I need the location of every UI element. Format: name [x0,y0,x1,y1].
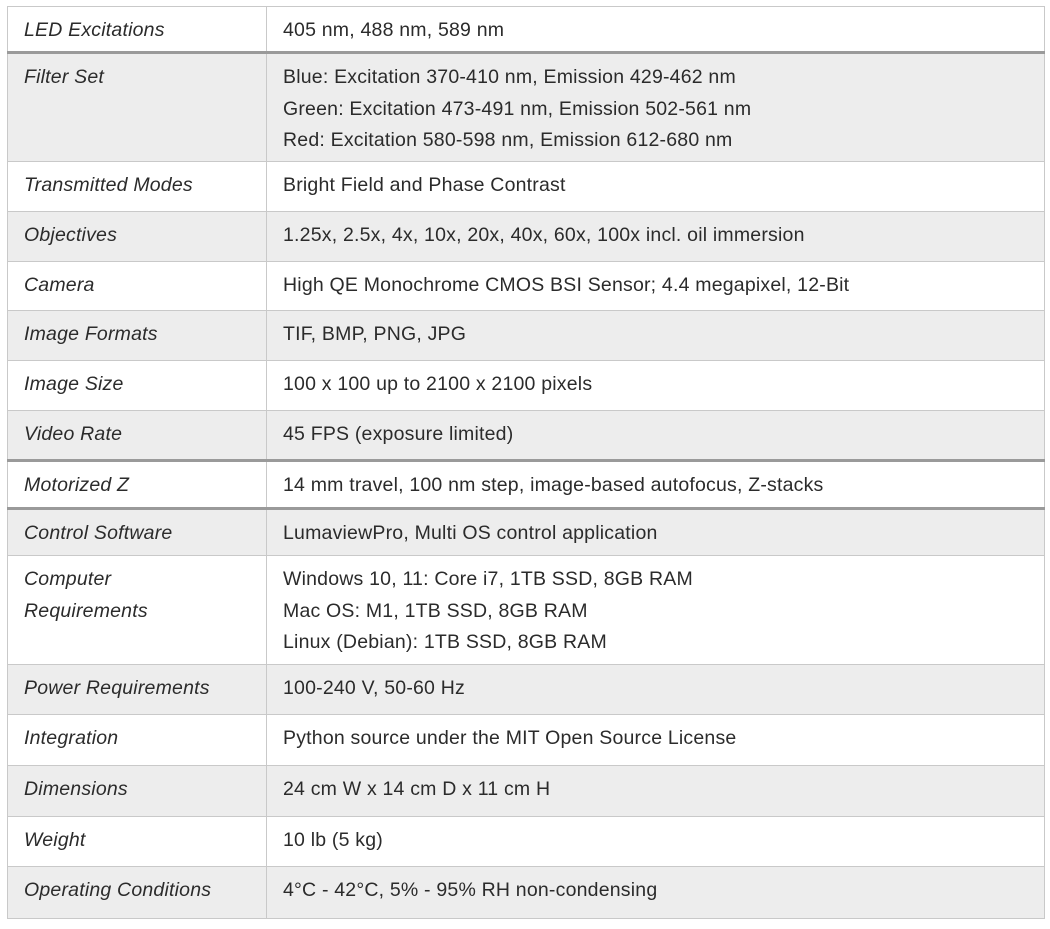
spec-value-line: 1.25x, 2.5x, 4x, 10x, 20x, 40x, 60x, 100x incl. oil immersion [283,224,805,246]
spec-row-power-requirements [8,665,1045,715]
spec-row-computer-requirements [8,556,1045,665]
spec-row-led-excitations [8,7,1045,53]
spec-value-line: Mac OS: M1, 1TB SSD, 8GB RAM [283,599,588,622]
spec-label: Image Size [8,361,267,411]
spec-row-operating-conditions [8,867,1045,919]
spec-value-line: Windows 10, 11: Core i7, 1TB SSD, 8GB RAM [283,568,693,590]
spec-row-weight [8,817,1045,867]
spec-value-line: 100-240 V, 50-60 Hz [283,677,465,699]
spec-value-line: Bright Field and Phase Contrast [283,174,566,196]
spec-value [267,411,1045,461]
spec-label: Operating Conditions [8,867,267,919]
spec-row-dimensions [8,766,1045,817]
spec-value-line: Green: Excitation 473-491 nm, Emission 502-561 nm [283,97,752,120]
spec-label: Video Rate [8,411,267,461]
spec-value-line: 14 mm travel, 100 nm step, image-based autofocus, Z-stacks [283,474,824,496]
spec-label: Objectives [8,212,267,262]
spec-value [267,715,1045,766]
spec-row-camera [8,262,1045,311]
spec-value [267,867,1045,919]
spec-value-line: TIF, BMP, PNG, JPG [283,323,467,345]
spec-label: Image Formats [8,311,267,361]
spec-row-filter-set [8,53,1045,162]
spec-row-image-size [8,361,1045,411]
spec-label-line: Requirements [24,599,148,622]
spec-label: Weight [8,817,267,867]
spec-value [267,509,1045,556]
spec-value-line: 4°C - 42°C, 5% - 95% RH non-condensing [283,879,658,901]
spec-value-line: 24 cm W x 14 cm D x 11 cm H [283,778,551,800]
spec-value-line: Python source under the MIT Open Source License [283,727,737,749]
spec-row-video-rate [8,411,1045,461]
spec-value-line: High QE Monochrome CMOS BSI Sensor; 4.4 megapixel, 12-Bit [283,274,850,296]
spec-label [8,556,267,665]
spec-label: Camera [8,262,267,311]
spec-row-control-software [8,509,1045,556]
spec-value [267,665,1045,715]
spec-value [267,212,1045,262]
spec-label: Motorized Z [8,461,267,509]
spec-label: Transmitted Modes [8,162,267,212]
spec-value [267,7,1045,53]
spec-value-line: 45 FPS (exposure limited) [283,423,514,445]
spec-label: Integration [8,715,267,766]
spec-value-line: Linux (Debian): 1TB SSD, 8GB RAM [283,631,607,653]
spec-row-transmitted-modes [8,162,1045,212]
spec-value-line: Red: Excitation 580-598 nm, Emission 612-680 nm [283,129,733,151]
spec-label: LED Excitations [8,7,267,53]
spec-value [267,361,1045,411]
spec-row-integration [8,715,1045,766]
spec-label: Dimensions [8,766,267,817]
spec-value-line: 405 nm, 488 nm, 589 nm [283,19,505,41]
spec-label: Power Requirements [8,665,267,715]
spec-value [267,461,1045,509]
spec-row-motorized-z [8,461,1045,509]
specifications-table [7,6,1045,919]
spec-value [267,311,1045,361]
spec-value-line: LumaviewPro, Multi OS control application [283,522,658,544]
spec-value-line: Blue: Excitation 370-410 nm, Emission 429-462 nm [283,66,736,88]
spec-value-line: 10 lb (5 kg) [283,829,383,851]
spec-label-line: Computer [24,568,112,590]
spec-value [267,53,1045,162]
spec-value [267,817,1045,867]
spec-label: Filter Set [8,53,267,162]
spec-value [267,262,1045,311]
spec-value-line: 100 x 100 up to 2100 x 2100 pixels [283,373,593,395]
spec-value [267,556,1045,665]
spec-label: Control Software [8,509,267,556]
spec-value [267,766,1045,817]
spec-row-objectives [8,212,1045,262]
spec-row-image-formats [8,311,1045,361]
spec-value [267,162,1045,212]
